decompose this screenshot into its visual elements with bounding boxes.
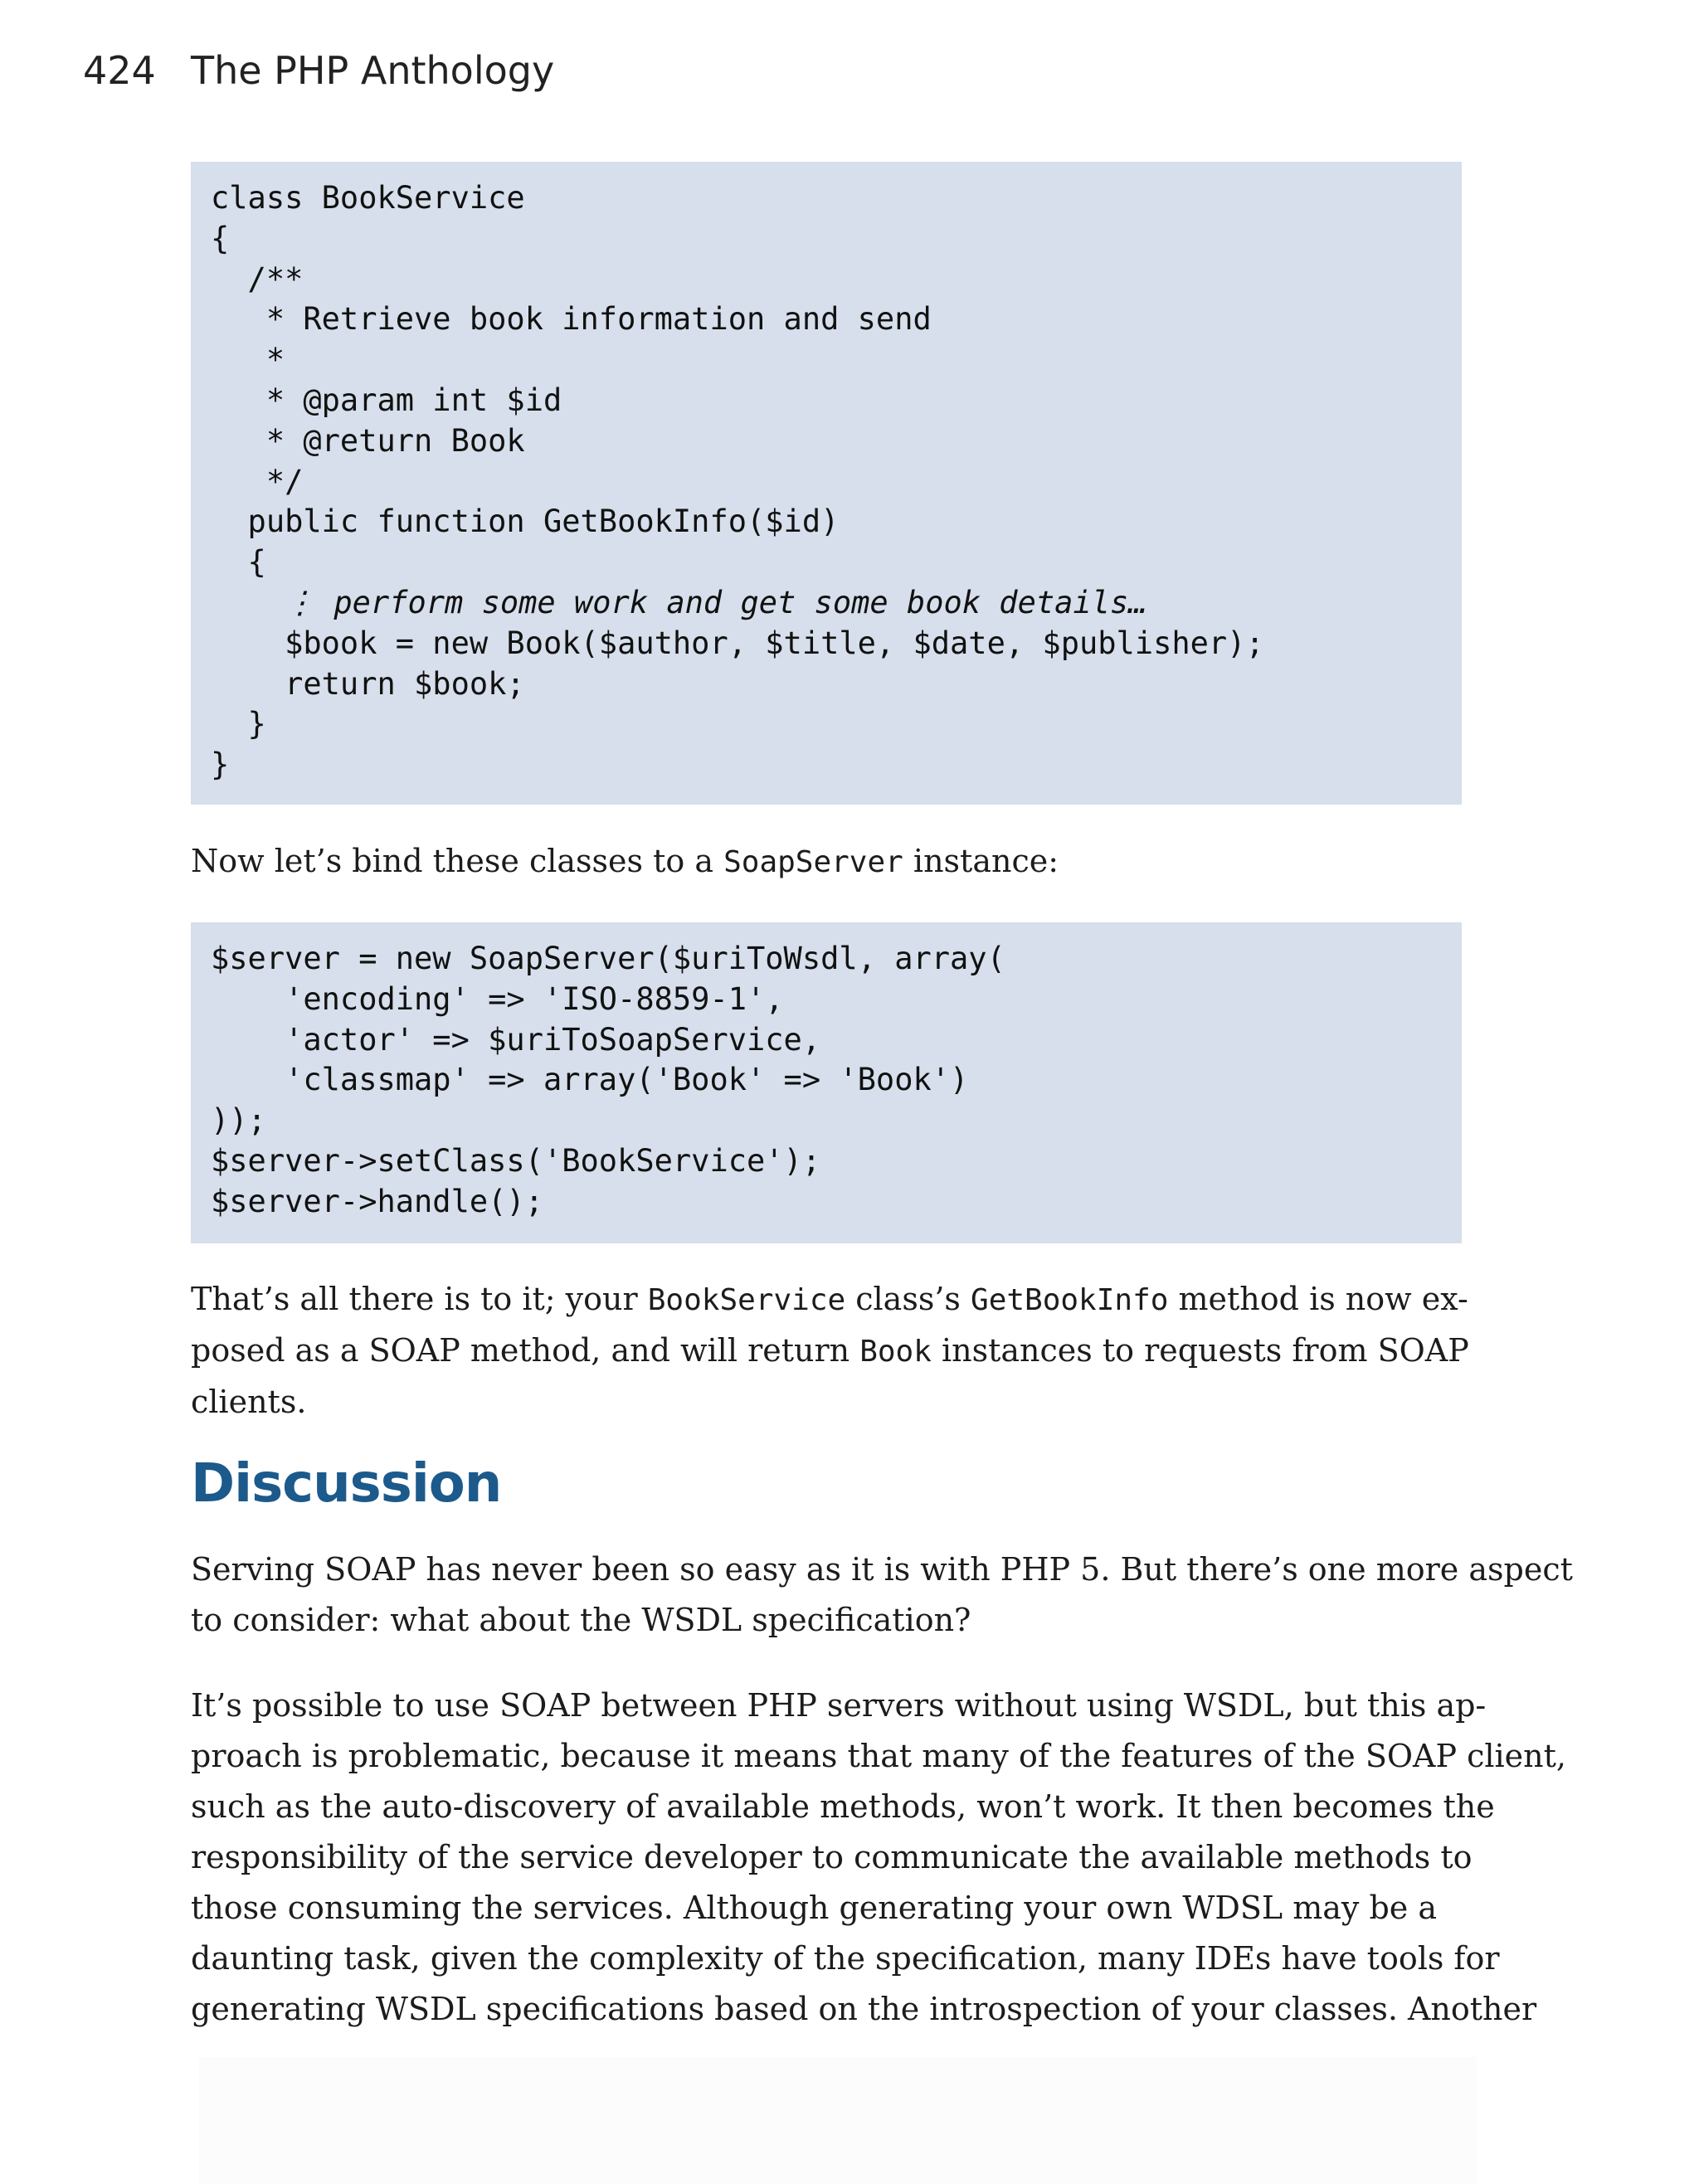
code-line: 'actor' => $uriToSoapService, [211,1021,821,1058]
summary-text: clients. [191,1384,307,1420]
summary-text: class’s [845,1281,971,1317]
intro-text: Now let’s bind these classes to a [191,843,724,879]
paragraph-line: proach is problematic, because it means that many of the features of the SOAP client, [191,1738,1566,1774]
summary-text: instances to requests from SOAP [931,1332,1469,1369]
page-bottom-shade [199,2057,1477,2184]
code-block-bookservice [191,162,1462,805]
code-line: { [211,544,266,581]
inline-code-soapserver: SoapServer [723,845,903,879]
paragraph-line: to consider: what about the WSDL specification? [191,1602,971,1638]
code-line: { [211,220,230,256]
code-line: $server->setClass('BookService'); [211,1142,821,1179]
paragraph-line: Serving SOAP has never been so easy as it is with PHP 5. But there’s one more aspect [191,1551,1573,1588]
code-line: public function GetBookInfo($id) [211,503,840,540]
summary-text: That’s all there is to it; your [191,1281,648,1317]
code-line: $server = new SoapServer($uriToWsdl, array( [211,941,1005,976]
paragraph-line: such as the auto-discovery of available methods, won’t work. It then becomes the [191,1788,1495,1825]
code-line: 'encoding' => 'ISO-8859-1', [211,980,784,1017]
code-line: class BookService [211,180,525,216]
code-line: /** [211,260,304,297]
code-line-elision: ⋮ perform some work and get some book details… [211,584,1147,620]
summary-paragraph [191,1274,1468,1428]
code-line: $server->handle(); [211,1183,543,1219]
code-line: * [211,342,285,378]
inline-code-book: Book [859,1335,932,1369]
code-line: * @param int $id [211,382,562,418]
intro-text-end: instance: [903,843,1059,879]
code-line: */ [211,463,304,499]
code-line: 'classmap' => array('Book' => 'Book') [211,1062,969,1098]
summary-text: method is now ex- [1168,1281,1468,1317]
summary-text: posed as a SOAP method, and will return [191,1332,860,1369]
paragraph-line: generating WSDL specifications based on the introspection of your classes. Another [191,1991,1537,2027]
paragraph-line: daunting task, given the complexity of the specification, many IDEs have tools for [191,1940,1500,1977]
code-block-soapserver [191,922,1462,1243]
code-line: )); [211,1102,266,1139]
code-line: * @return Book [211,422,525,459]
paragraph-line: responsibility of the service developer to communicate the available methods to [191,1839,1473,1875]
code-line: return $book; [211,665,525,702]
paragraph-line: It’s possible to use SOAP between PHP servers without using WSDL, but this ap- [191,1687,1487,1724]
book-title: The PHP Anthology [191,48,555,93]
running-header [83,48,554,93]
code-line: } [211,706,266,742]
discussion-paragraph-1 [191,1544,1573,1646]
discussion-paragraph-2 [191,1681,1566,2035]
inline-code-bookservice: BookService [647,1283,846,1317]
code-line: } [211,747,230,783]
inline-code-getbookinfo: GetBookInfo [971,1283,1169,1317]
code-line: * Retrieve book information and send [211,301,932,338]
paragraph-line: those consuming the services. Although generating your own WDSL may be a [191,1890,1438,1926]
code-line: $book = new Book($author, $title, $date, $publisher); [211,625,1264,661]
page-number: 424 [83,48,156,93]
intro-paragraph [191,836,1468,888]
section-heading-discussion: Discussion [191,1453,502,1515]
